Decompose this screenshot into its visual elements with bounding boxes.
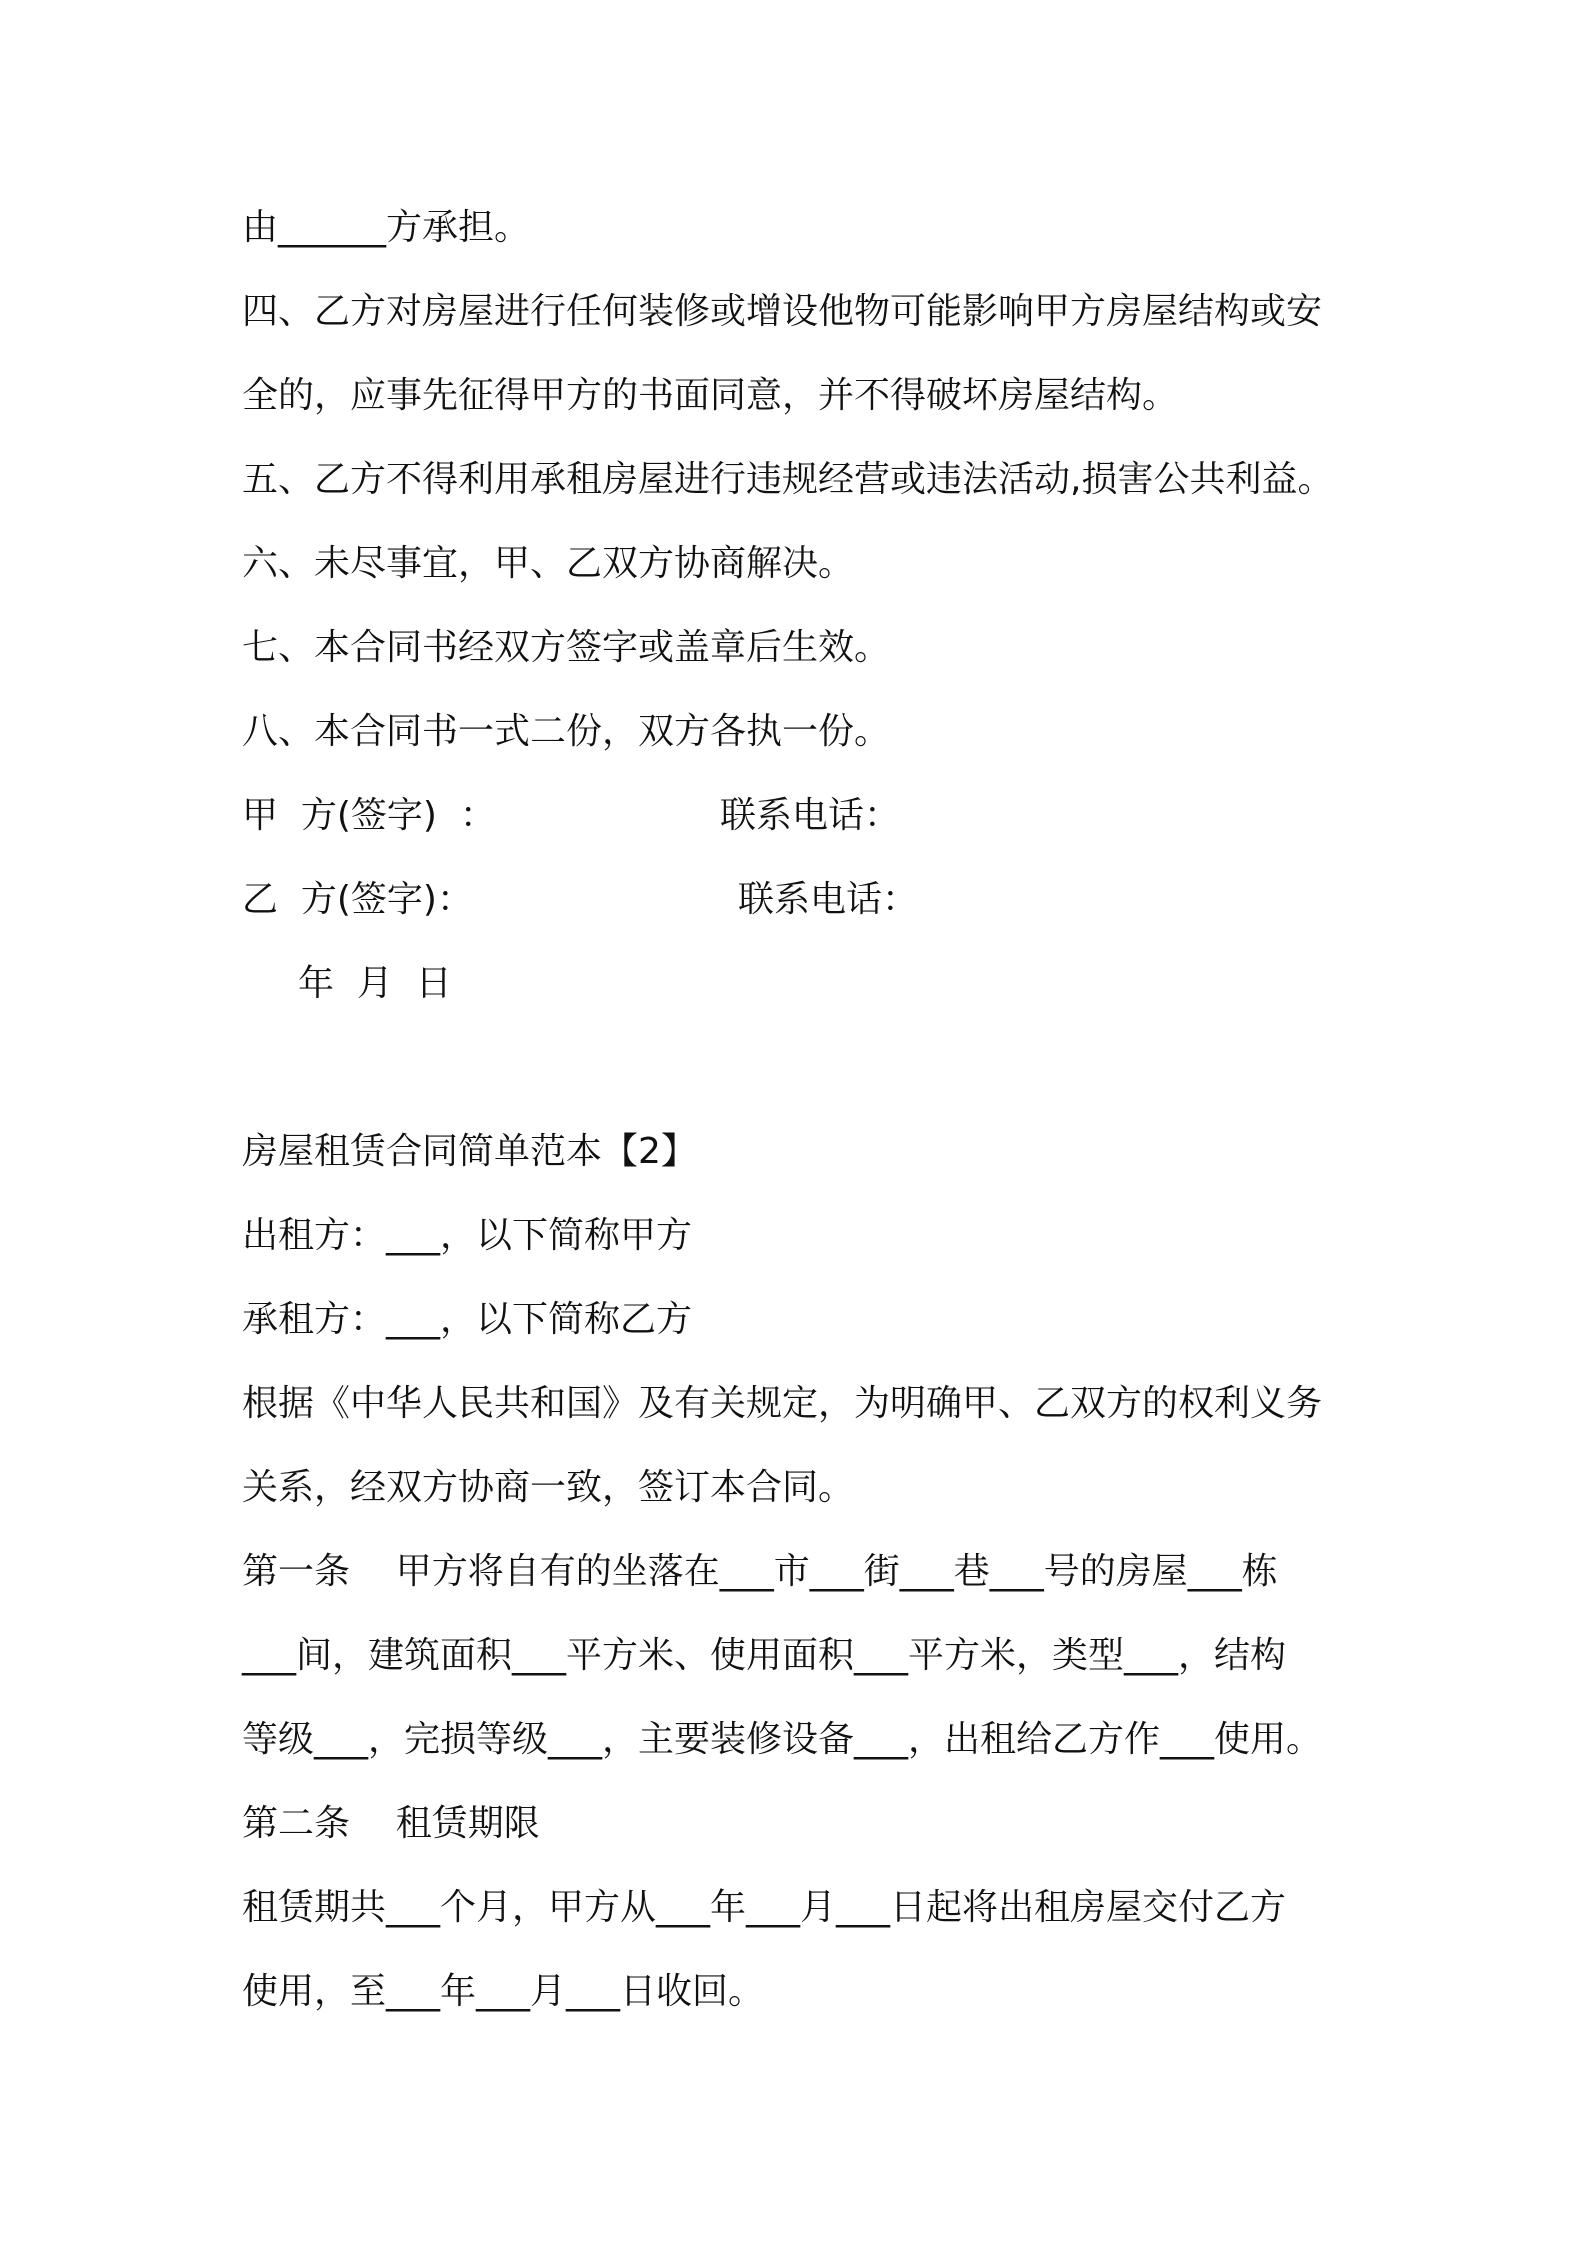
clause-5: 五、乙方不得利用承租房屋进行违规经营或违法活动,损害公共利益。 bbox=[242, 459, 1334, 500]
article-2-line-1: 租赁期共___个月，甲方从___年___月___日起将出租房屋交付乙方 bbox=[242, 1887, 1287, 1928]
party-a-signature-label: 甲 方(签字) ： bbox=[242, 795, 496, 836]
party-b-phone-label: 联系电话： bbox=[738, 879, 919, 920]
article-1-line-3: 等级___，完损等级___，主要装修设备___，出租给乙方作___使用。 bbox=[242, 1719, 1323, 1760]
preamble-line-1: 根据《中华人民共和国》及有关规定，为明确甲、乙双方的权利义务 bbox=[242, 1383, 1323, 1424]
preamble-line-2: 关系，经双方协商一致，签订本合同。 bbox=[242, 1467, 855, 1508]
lessee-line: 承租方：___，以下简称乙方 bbox=[242, 1299, 693, 1340]
party-a-phone-label: 联系电话： bbox=[720, 795, 901, 836]
clause-8: 八、本合同书一式二份，双方各执一份。 bbox=[242, 711, 891, 752]
clause-3-continuation: 由______方承担。 bbox=[242, 207, 531, 248]
article-2-line-2: 使用，至___年___月___日收回。 bbox=[242, 1971, 765, 2012]
clause-4-line-1: 四、乙方对房屋进行任何装修或增设他物可能影响甲方房屋结构或安 bbox=[242, 291, 1323, 332]
signature-date: 年 月 日 bbox=[298, 963, 452, 1004]
lessor-line: 出租方：___，以下简称甲方 bbox=[242, 1215, 693, 1256]
article-2-title: 第二条 租赁期限 bbox=[242, 1803, 540, 1844]
clause-7: 七、本合同书经双方签字或盖章后生效。 bbox=[242, 627, 891, 668]
party-b-signature-label: 乙 方(签字)： bbox=[242, 879, 473, 920]
section-title: 房屋租赁合同简单范本【2】 bbox=[242, 1131, 697, 1172]
clause-4-line-2: 全的，应事先征得甲方的书面同意，并不得破坏房屋结构。 bbox=[242, 375, 1179, 416]
article-1-line-1: 第一条 甲方将自有的坐落在___市___街___巷___号的房屋___栋 bbox=[242, 1551, 1278, 1592]
clause-6: 六、未尽事宜，甲、乙双方协商解决。 bbox=[242, 543, 855, 584]
article-1-line-2: ___间，建筑面积___平方米、使用面积___平方米，类型___，结构 bbox=[242, 1635, 1287, 1676]
